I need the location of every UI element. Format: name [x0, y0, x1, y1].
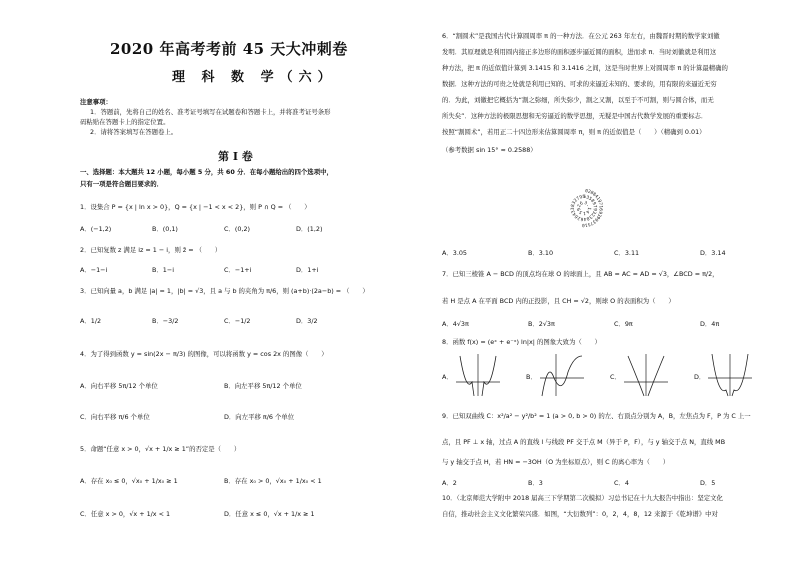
- question-5-stem: 5．命题“任意 x > 0，√x + 1/x ≥ 1”的否定是（ ）: [80, 445, 241, 453]
- question-9-line-1: 9．已知双曲线 C：x²/a² − y²/b² = 1 (a > 0, b > 0) 的左、右顶点分别为 A，B，左焦点为 F，P 为 C 上一: [442, 412, 751, 420]
- question-9-option-a: A．2: [442, 479, 457, 487]
- question-3-option-a: A．1/2: [80, 317, 102, 325]
- exam-subtitle: 理 科 数 学（六）: [172, 70, 337, 85]
- question-6-line-7: 按照“割圆术”，若用正二十四边形来估算圆周率 π，则 π 的近似值是（ ）（精确到 0.01）: [442, 128, 706, 136]
- question-9-option-c: C．4: [614, 479, 629, 487]
- question-1-option-d: D．(1,2): [296, 225, 323, 233]
- question-2-option-b: B．1−i: [152, 266, 174, 274]
- question-6-line-3: 种方法，把 π 的近似值计算到 3.1415 和 3.1416 之间，这是当时世界上对圆周率 π 的计算最精确的: [442, 64, 728, 72]
- pi-digits: 3.14159265358979323846264338327950288419716939937510: [570, 189, 603, 228]
- question-7-option-c: C．9π: [614, 320, 633, 328]
- question-6-line-6: 所失矣”．这种方法的极限思想和无穷逼近的数学思想，无疑是中国古代数学发展的重要标志．: [442, 112, 708, 120]
- question-9-option-b: B．3: [528, 479, 543, 487]
- question-8-stem: 8．函数 f(x) = (eˣ + e⁻ˣ) ln|x| 的图象大致为（ ）: [442, 338, 601, 346]
- question-7-line-1: 7．已知三棱锥 A − BCD 的顶点均在球 O 的球面上，且 AB = AC = AD = √3，∠BCD = π/2，: [442, 270, 719, 278]
- question-6-line-1: 6．“割圆术”是我国古代计算圆周率 π 的一种方法．在公元 263 年左右，由魏晋时期的数学家刘徽: [442, 32, 720, 40]
- question-6-option-c: C．3.11: [614, 249, 640, 257]
- question-6-option-b: B．3.10: [528, 249, 554, 257]
- question-2-option-a: A．−1−i: [80, 266, 108, 274]
- notes-heading: 注意事项：: [80, 98, 112, 106]
- pi-spiral-figure: [536, 160, 632, 256]
- question-5-option-b: B．存在 x₀ > 0，√x₀ + 1/x₀ < 1: [224, 477, 322, 485]
- question-10-line-2: 自信，推动社会主义文化繁荣兴盛．如图，“大衍数列”：0，2，4，8，12 来源于《乾坤谱》中对: [442, 510, 718, 518]
- graph-d: [706, 352, 754, 398]
- question-4-option-a: A．向右平移 5π/12 个单位: [80, 382, 158, 390]
- question-6-option-a: A．3.05: [442, 249, 467, 257]
- graph-b: [538, 352, 586, 398]
- question-6-line-4: 数据．这种方法的可贵之处就是利用已知的、可求的来逼近未知的、要求的，用有限的来逼近无穷: [442, 80, 717, 88]
- notes-line-3: 2．请将答案填写在答题卷上。: [90, 128, 178, 136]
- question-1-option-a: A．(−1,2): [80, 225, 112, 233]
- question-6-line-2: 发明．其原理就是利用圆内接正多边形的面积逐步逼近圆的面积，进而求 π．当时刘徽就是利用这: [442, 48, 717, 56]
- question-2-option-c: C．−1+i: [224, 266, 252, 274]
- graph-d-label: D．: [694, 373, 706, 381]
- graph-b-label: B．: [526, 373, 537, 381]
- question-6-option-d: D．3.14: [700, 249, 726, 257]
- notes-line-1: 1．答题前，先将自己的姓名、准考证号填写在试题卷和答题卡上，并将准考证号条形: [90, 108, 331, 116]
- question-5-option-d: D．任意 x ≤ 0，√x + 1/x ≥ 1: [224, 510, 315, 518]
- pi-spiral-svg: [536, 160, 632, 256]
- question-4-option-d: D．向左平移 π/6 个单位: [224, 413, 295, 421]
- question-3-option-b: B．−3/2: [152, 317, 179, 325]
- question-9-line-3: 与 y 轴交于点 H，若 HN = −3OH（O 为坐标原点），则 C 的离心率为（ ）: [442, 458, 670, 466]
- question-2-stem: 2．已知复数 z 满足 iz = 1 − i，则 z̄ = （ ）: [80, 246, 222, 254]
- pi-digits-text: [570, 188, 604, 228]
- question-7-option-a: A．4√3π: [442, 320, 469, 328]
- exam-title: 2020 年高考考前 45 天大冲刺卷: [110, 40, 348, 58]
- question-7-line-2: 若 H 是点 A 在平面 BCD 内的正投影，且 CH = √2，则球 O 的表面积为（ ）: [442, 297, 675, 305]
- graph-a: [454, 352, 502, 398]
- question-5-option-a: A．存在 x₀ ≤ 0，√x₀ + 1/x₀ ≥ 1: [80, 477, 178, 485]
- question-4-stem: 4．为了得到函数 y = sin(2x − π/3) 的图像，可以将函数 y = cos 2x 的图像（ ）: [80, 350, 328, 358]
- question-7-option-d: D．4π: [700, 320, 720, 328]
- question-1-option-b: B．(0,1): [152, 225, 178, 233]
- section-intro-2: 只有一项是符合题目要求的．: [80, 180, 164, 188]
- question-10-line-1: 10．（北京师范大学附中 2018 届高三下学期第二次模拟）习总书记在十九大报告中指出：坚定文化: [442, 494, 723, 502]
- graph-a-label: A．: [442, 373, 453, 381]
- question-3-option-d: D．3/2: [296, 317, 318, 325]
- question-9-line-2: 点，且 PF ⊥ x 轴，过点 A 的直线 l 与线段 PF 交于点 M（异于 P，F），与 y 轴交于点 N，直线 MB: [442, 438, 726, 446]
- question-4-option-c: C．向右平移 π/6 个单位: [80, 413, 150, 421]
- question-8-graphs: [442, 352, 782, 402]
- section-heading: 第 Ⅰ 卷: [218, 150, 253, 163]
- graph-c: [622, 352, 670, 398]
- graph-c-label: C．: [610, 373, 621, 381]
- question-9-option-d: D．5: [700, 479, 716, 487]
- question-2-option-d: D．1+i: [296, 266, 319, 274]
- question-5-option-c: C．任意 x > 0，√x + 1/x < 1: [80, 510, 171, 518]
- section-intro-1: 一、选择题：本大题共 12 小题，每小题 5 分，共 60 分．在每小题给出的四个选项中，: [80, 168, 333, 176]
- question-4-option-b: B．向左平移 5π/12 个单位: [224, 382, 302, 390]
- question-1-stem: 1．设集合 P = {x | ln x > 0}，Q = {x | −1 < x < 2}，则 P ∩ Q = （ ）: [80, 203, 311, 211]
- question-3-option-c: C．−1/2: [224, 317, 251, 325]
- question-6-reference: （参考数据 sin 15° ≈ 0.2588）: [442, 146, 537, 154]
- question-3-stem: 3．已知向量 a，b 满足 |a| = 1，|b| = √3，且 a 与 b 的夹角为 π/6，则 (a+b)·(2a−b) = （ ）: [80, 287, 369, 295]
- question-1-option-c: C．(0,2): [224, 225, 251, 233]
- question-6-line-5: 的．为此，刘徽把它概括为“割之弥细，所失弥少，割之又割，以至于不可割，则与圆合体，而无: [442, 96, 714, 104]
- notes-line-2: 码粘贴在答题卡上的指定位置。: [80, 118, 170, 126]
- question-7-option-b: B．2√3π: [528, 320, 555, 328]
